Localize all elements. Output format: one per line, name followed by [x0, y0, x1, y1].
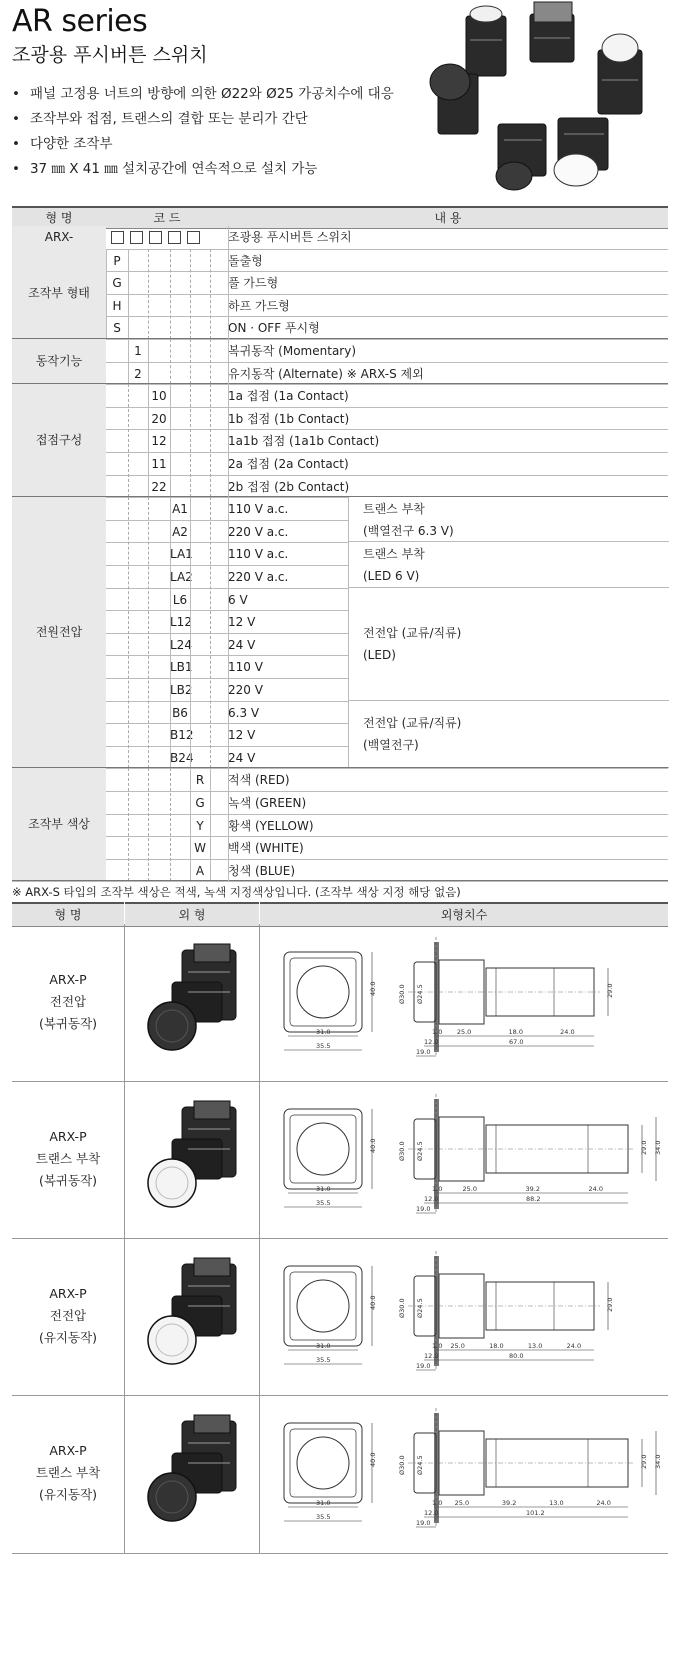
code-row: [12, 294, 668, 318]
diameter-inner: Ø24.5: [416, 1455, 424, 1475]
code-slot-box: [168, 231, 181, 244]
code-value: 1: [134, 344, 142, 358]
front-width-outer: 35.5: [316, 1199, 331, 1207]
code-description: 유지동작 (Alternate) ※ ARX-S 제외: [228, 366, 424, 381]
dimension-label: 18.0: [508, 1028, 523, 1036]
product-action: (유지동작): [38, 1487, 98, 1502]
side-height: 29.0: [640, 1140, 648, 1155]
feature-list: [12, 82, 394, 182]
code-description: 백색 (WHITE): [228, 841, 304, 856]
code-description: 복귀동작 (Momentary): [228, 344, 357, 358]
code-row: [12, 452, 668, 476]
product-type: 트랜스 부착: [35, 1150, 101, 1166]
column-header-content: 내 용: [434, 211, 462, 225]
product-action: (복귀동작): [38, 1172, 98, 1188]
voltage-note: [348, 701, 669, 769]
code-description: 2a 접점 (2a Contact): [228, 457, 349, 471]
dimension-drawing: [264, 1089, 664, 1229]
group-label: 동작기능: [12, 339, 106, 383]
group-label: 전원전압: [12, 497, 106, 767]
diameter-inner: Ø24.5: [416, 1141, 424, 1161]
code-value: 10: [151, 389, 167, 404]
product-photo: [142, 1413, 246, 1533]
dimension-label: 39.2: [501, 1499, 517, 1507]
product-row: [12, 1238, 668, 1396]
diameter-inner: Ø24.5: [416, 1298, 424, 1318]
front-height: 40.0: [369, 1138, 377, 1153]
code-value: P: [113, 253, 121, 268]
side-height: 29.0: [606, 1297, 614, 1312]
code-value: A: [195, 863, 205, 878]
total-length: 101.2: [526, 1509, 545, 1517]
code-value: Y: [196, 818, 204, 833]
diameter-outer: Ø30.0: [398, 1298, 406, 1318]
side-height: 29.0: [640, 1454, 648, 1469]
code-value: S: [113, 321, 121, 336]
front-width-inner: 31.0: [316, 1028, 331, 1036]
dimension-label: 25.0: [454, 1499, 470, 1507]
dimension-label: 19.0: [416, 1519, 431, 1527]
code-value: 2: [134, 366, 142, 381]
feature-item: • 다양한 조작부: [12, 132, 394, 157]
code-slot-box: [187, 231, 200, 244]
diameter-outer: Ø30.0: [398, 1455, 406, 1475]
model-row: [12, 226, 668, 250]
column-header-model: 형 명: [45, 211, 73, 225]
code-description: 110 V: [228, 660, 263, 675]
group-label: 조작부 형태: [12, 249, 106, 338]
color-footnote: ※ ARX-S 타입의 조작부 색상은 적색, 녹색 지정색상입니다. (조작부 색상 지정 해당 없음): [12, 885, 461, 899]
dimension-drawing: [264, 1403, 664, 1543]
code-value: L24: [170, 637, 192, 652]
voltage-note-line1: 전전압 (교류/직류): [363, 716, 462, 731]
code-row: [12, 339, 668, 363]
side-height: 29.0: [606, 983, 614, 998]
code-description: 녹색 (GREEN): [228, 796, 307, 810]
code-description: 2b 접점 (2b Contact): [228, 479, 350, 494]
front-width-outer: 35.5: [316, 1356, 331, 1364]
code-value: L6: [172, 592, 188, 607]
dimension-label: 39.2: [525, 1185, 540, 1193]
dimension-label: 1.0: [432, 1028, 443, 1036]
code-description: ON · OFF 푸시형: [228, 321, 320, 336]
column-header-model: 형 명: [12, 902, 124, 927]
code-row: [12, 814, 668, 838]
code-row: [12, 271, 668, 295]
feature-item: • 패널 고정용 너트의 방향에 의한 Ø22와 Ø25 가공치수에 대응: [12, 82, 394, 107]
code-description: 청색 (BLUE): [228, 863, 296, 878]
code-description: 220 V a.c.: [228, 570, 289, 584]
code-description: 1a 접점 (1a Contact): [228, 389, 349, 404]
voltage-note: [348, 542, 669, 587]
front-height: 40.0: [369, 981, 377, 996]
code-description: 하프 가드형: [228, 298, 290, 313]
dimension-drawing: [264, 932, 664, 1072]
dimension-label: 24.0: [566, 1342, 582, 1350]
front-width-inner: 31.0: [316, 1499, 331, 1507]
total-length: 80.0: [509, 1352, 524, 1360]
product-row: [12, 924, 668, 1082]
code-value: G: [112, 276, 122, 291]
product-photo: [142, 942, 246, 1062]
voltage-note: [348, 588, 669, 701]
dimension-label: 18.0: [489, 1342, 504, 1350]
total-length: 88.2: [526, 1195, 541, 1203]
voltage-note-line1: 트랜스 부착: [363, 501, 425, 516]
voltage-note: [348, 497, 669, 542]
code-description: 돌출형: [228, 253, 263, 268]
dimension-label: 25.0: [456, 1028, 472, 1036]
dimension-label: 12.0: [424, 1509, 439, 1517]
product-action: (복귀동작): [38, 1015, 98, 1031]
code-description: 황색 (YELLOW): [228, 818, 314, 833]
code-description: 220 V: [228, 683, 263, 697]
front-width-outer: 35.5: [316, 1042, 331, 1050]
model-description: 조광용 푸시버튼 스위치: [228, 230, 352, 244]
code-row: [12, 407, 668, 431]
dimension-label: 1.0: [432, 1185, 443, 1193]
dimension-label: 12.0: [424, 1352, 439, 1360]
code-description: 풀 가드형: [228, 276, 279, 291]
front-width-inner: 31.0: [316, 1185, 331, 1193]
feature-item: • 37 ㎜ X 41 ㎜ 설치공간에 연속적으로 설치 가능: [12, 157, 394, 182]
product-photo: [142, 1099, 246, 1219]
dimension-label: 13.0: [527, 1342, 543, 1350]
feature-item: • 조작부와 접점, 트랜스의 결합 또는 분리가 간단: [12, 107, 394, 132]
dimension-label: 19.0: [416, 1205, 431, 1213]
code-value: 11: [151, 457, 167, 471]
code-row: [12, 475, 668, 499]
code-row: [12, 768, 668, 792]
page-title: AR series: [12, 4, 148, 39]
dimension-label: 19.0: [416, 1048, 431, 1056]
dimension-label: 25.0: [450, 1342, 465, 1350]
code-value: B24: [170, 750, 194, 765]
code-value: G: [195, 796, 205, 810]
code-description: 6.3 V: [228, 705, 260, 720]
code-row: [12, 316, 668, 340]
dimension-label: 19.0: [416, 1362, 431, 1370]
product-model: ARX-P: [49, 1285, 87, 1301]
code-row: [12, 859, 668, 883]
product-model: ARX-P: [49, 1128, 87, 1144]
diameter-outer: Ø30.0: [398, 984, 406, 1004]
model-label: ARX-: [12, 226, 106, 249]
group-label: 접점구성: [12, 384, 106, 496]
code-description: 1a1b 접점 (1a1b Contact): [228, 434, 380, 449]
code-value: LA2: [170, 570, 193, 584]
code-value: LB2: [170, 683, 193, 697]
voltage-note-line1: 전전압 (교류/직류): [363, 626, 462, 641]
code-row: [12, 362, 668, 386]
page-subtitle: 조광용 푸시버튼 스위치: [12, 44, 208, 66]
dimension-drawing: [264, 1246, 664, 1386]
dimension-label: 12.0: [424, 1195, 439, 1203]
dimension-label: 1.0: [432, 1499, 443, 1507]
code-description: 24 V: [228, 750, 256, 765]
product-model: ARX-P: [49, 971, 87, 987]
voltage-note-line1: 트랜스 부착: [363, 546, 425, 561]
product-row: [12, 1081, 668, 1239]
diameter-outer: Ø30.0: [398, 1141, 406, 1161]
column-header-appearance: 외 형: [125, 902, 259, 927]
code-description: 12 V: [228, 728, 256, 743]
code-row: [12, 384, 668, 408]
front-width-outer: 35.5: [316, 1513, 331, 1521]
code-value: B6: [172, 705, 188, 720]
code-row: [12, 836, 668, 860]
code-value: B12: [170, 728, 194, 743]
front-height: 40.0: [369, 1452, 377, 1467]
voltage-note-line2: (백열전구 6.3 V): [363, 523, 454, 538]
code-value: 22: [151, 479, 167, 494]
code-value: W: [194, 841, 206, 856]
code-value: LA1: [170, 547, 193, 562]
code-description: 110 V a.c.: [228, 547, 289, 562]
group-label: 조작부 색상: [12, 768, 106, 880]
product-action: (유지동작): [38, 1329, 98, 1345]
product-photo: [418, 0, 676, 196]
code-description: 220 V a.c.: [228, 524, 289, 539]
product-photo: [142, 1256, 246, 1376]
code-value: 12: [151, 434, 167, 449]
code-row: [12, 791, 668, 815]
code-description: 6 V: [228, 592, 248, 607]
column-header-code: 코 드: [153, 211, 181, 225]
code-description: 1b 접점 (1b Contact): [228, 411, 350, 426]
voltage-note-line2: (백열전구): [363, 738, 419, 753]
front-height: 40.0: [369, 1295, 377, 1310]
voltage-note-line2: (LED 6 V): [363, 568, 420, 583]
diameter-inner: Ø24.5: [416, 984, 424, 1004]
code-description: 12 V: [228, 615, 256, 630]
code-slot-box: [111, 231, 124, 244]
code-value: L12: [170, 615, 192, 630]
code-description: 24 V: [228, 637, 256, 652]
product-row: [12, 1395, 668, 1554]
code-row: [12, 249, 668, 273]
product-type: 트랜스 부착: [35, 1465, 101, 1480]
total-length: 67.0: [509, 1038, 524, 1046]
code-value: LB1: [170, 660, 193, 675]
code-value: R: [195, 773, 205, 788]
code-value: H: [112, 298, 122, 313]
column-header-dimensions: 외형치수: [260, 902, 668, 927]
product-type: 전전압: [49, 993, 87, 1009]
code-row: [12, 429, 668, 453]
dimension-label: 24.0: [560, 1028, 575, 1036]
voltage-note-line2: (LED): [363, 648, 396, 663]
dimension-label: 1.0: [432, 1342, 443, 1350]
code-slot-box: [130, 231, 143, 244]
product-model: ARX-P: [49, 1443, 87, 1458]
code-value: A2: [172, 524, 188, 539]
front-width-inner: 31.0: [316, 1342, 331, 1350]
dimension-label: 24.0: [588, 1185, 603, 1193]
dimension-label: 24.0: [596, 1499, 611, 1507]
code-slot-box: [149, 231, 162, 244]
product-type: 전전압: [49, 1307, 87, 1323]
dimension-label: 13.0: [549, 1499, 564, 1507]
dimension-label: 12.0: [424, 1038, 439, 1046]
code-description: 적색 (RED): [228, 773, 290, 788]
code-description: 110 V a.c.: [228, 502, 289, 517]
dimension-label: 25.0: [462, 1185, 477, 1193]
code-value: 20: [151, 411, 167, 426]
code-value: A1: [172, 502, 188, 517]
side-height-outer: 34.0: [654, 1140, 662, 1155]
side-height-outer: 34.0: [654, 1454, 662, 1469]
